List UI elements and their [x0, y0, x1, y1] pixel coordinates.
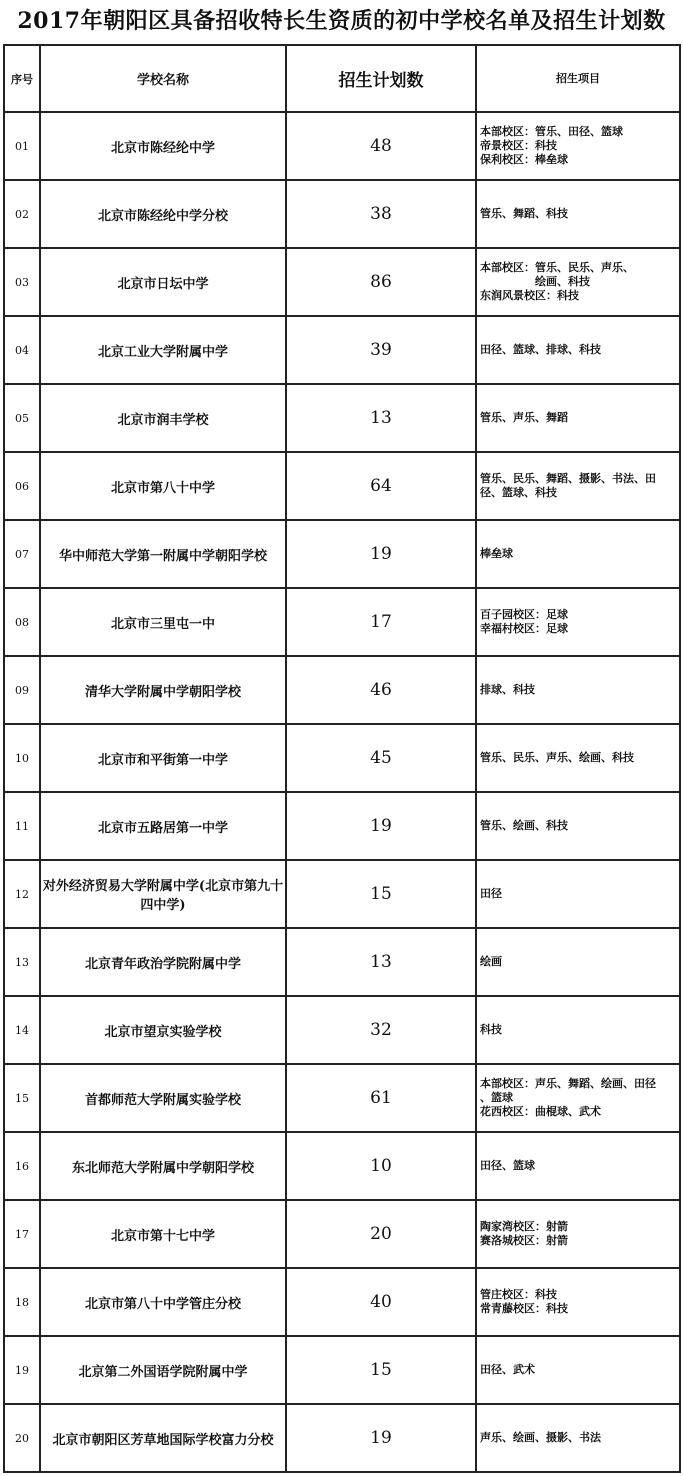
row-index: 19 — [4, 1336, 40, 1404]
row-index: 20 — [4, 1404, 40, 1472]
projects: 本部校区：声乐、舞蹈、绘画、田径 、篮球 花西校区：曲棍球、武术 — [476, 1064, 680, 1132]
plan-count: 20 — [286, 1200, 476, 1268]
projects: 陶家湾校区：射箭 赛洛城校区：射箭 — [476, 1200, 680, 1268]
school-name: 首都师范大学附属实验学校 — [40, 1064, 286, 1132]
projects: 田径、武术 — [476, 1336, 680, 1404]
table-row — [4, 1336, 680, 1404]
table-header-row — [4, 45, 680, 112]
header-plan-count: 招生计划数 — [286, 45, 476, 112]
row-index: 15 — [4, 1064, 40, 1132]
projects: 科技 — [476, 996, 680, 1064]
school-name: 华中师范大学第一附属中学朝阳学校 — [40, 520, 286, 588]
projects: 田径 — [476, 860, 680, 928]
school-name: 北京市陈经纶中学分校 — [40, 180, 286, 248]
row-index: 09 — [4, 656, 40, 724]
school-name: 北京市三里屯一中 — [40, 588, 286, 656]
header-school-name: 学校名称 — [40, 45, 286, 112]
row-index: 11 — [4, 792, 40, 860]
header-index: 序号 — [4, 45, 40, 112]
plan-count: 15 — [286, 1336, 476, 1404]
row-index: 12 — [4, 860, 40, 928]
table-row — [4, 1064, 680, 1132]
plan-count: 38 — [286, 180, 476, 248]
school-name: 北京市日坛中学 — [40, 248, 286, 316]
table-row — [4, 996, 680, 1064]
projects: 绘画 — [476, 928, 680, 996]
row-index: 08 — [4, 588, 40, 656]
projects: 声乐、绘画、摄影、书法 — [476, 1404, 680, 1472]
table-row — [4, 452, 680, 520]
projects: 田径、篮球、排球、科技 — [476, 316, 680, 384]
plan-count: 10 — [286, 1132, 476, 1200]
projects: 管乐、声乐、舞蹈 — [476, 384, 680, 452]
plan-count: 39 — [286, 316, 476, 384]
table-row — [4, 520, 680, 588]
school-name: 东北师范大学附属中学朝阳学校 — [40, 1132, 286, 1200]
school-name: 清华大学附属中学朝阳学校 — [40, 656, 286, 724]
school-name: 北京市第十七中学 — [40, 1200, 286, 1268]
plan-count: 45 — [286, 724, 476, 792]
school-name: 北京市朝阳区芳草地国际学校富力分校 — [40, 1404, 286, 1472]
table-row — [4, 180, 680, 248]
school-table — [3, 44, 681, 1473]
header-projects: 招生项目 — [476, 45, 680, 112]
school-name: 北京市陈经纶中学 — [40, 112, 286, 180]
plan-count: 19 — [286, 792, 476, 860]
row-index: 13 — [4, 928, 40, 996]
projects: 本部校区：管乐、民乐、声乐、 绘画、科技 东润风景校区：科技 — [476, 248, 680, 316]
row-index: 18 — [4, 1268, 40, 1336]
row-index: 04 — [4, 316, 40, 384]
table-row — [4, 1132, 680, 1200]
plan-count: 64 — [286, 452, 476, 520]
table-row — [4, 248, 680, 316]
projects: 管乐、民乐、舞蹈、摄影、书法、田 径、篮球、科技 — [476, 452, 680, 520]
school-name: 北京市第八十中学 — [40, 452, 286, 520]
plan-count: 86 — [286, 248, 476, 316]
row-index: 10 — [4, 724, 40, 792]
row-index: 03 — [4, 248, 40, 316]
plan-count: 32 — [286, 996, 476, 1064]
school-name: 北京市润丰学校 — [40, 384, 286, 452]
row-index: 14 — [4, 996, 40, 1064]
projects: 田径、篮球 — [476, 1132, 680, 1200]
plan-count: 46 — [286, 656, 476, 724]
plan-count: 15 — [286, 860, 476, 928]
table-row — [4, 860, 680, 928]
school-name: 对外经济贸易大学附属中学(北京市第九十四中学) — [40, 860, 286, 928]
table-row — [4, 928, 680, 996]
plan-count: 17 — [286, 588, 476, 656]
projects: 管庄校区：科技 常青藤校区：科技 — [476, 1268, 680, 1336]
row-index: 17 — [4, 1200, 40, 1268]
projects: 本部校区：管乐、田径、篮球 帝景校区：科技 保利校区：棒垒球 — [476, 112, 680, 180]
plan-count: 13 — [286, 384, 476, 452]
projects: 百子园校区：足球 幸福村校区：足球 — [476, 588, 680, 656]
table-row — [4, 1404, 680, 1472]
row-index: 07 — [4, 520, 40, 588]
row-index: 16 — [4, 1132, 40, 1200]
school-name: 北京市第八十中学管庄分校 — [40, 1268, 286, 1336]
plan-count: 48 — [286, 112, 476, 180]
plan-count: 19 — [286, 1404, 476, 1472]
table-row — [4, 792, 680, 860]
school-name: 北京市望京实验学校 — [40, 996, 286, 1064]
school-name: 北京青年政治学院附属中学 — [40, 928, 286, 996]
row-index: 02 — [4, 180, 40, 248]
row-index: 01 — [4, 112, 40, 180]
projects: 管乐、绘画、科技 — [476, 792, 680, 860]
plan-count: 61 — [286, 1064, 476, 1132]
table-row — [4, 724, 680, 792]
school-name: 北京市和平街第一中学 — [40, 724, 286, 792]
table-row — [4, 384, 680, 452]
projects: 管乐、民乐、声乐、绘画、科技 — [476, 724, 680, 792]
table-row — [4, 588, 680, 656]
school-name: 北京工业大学附属中学 — [40, 316, 286, 384]
projects: 管乐、舞蹈、科技 — [476, 180, 680, 248]
page-title: 2017年朝阳区具备招收特长生资质的初中学校名单及招生计划数 — [17, 8, 666, 34]
plan-count: 13 — [286, 928, 476, 996]
projects: 棒垒球 — [476, 520, 680, 588]
table-row — [4, 316, 680, 384]
school-name: 北京第二外国语学院附属中学 — [40, 1336, 286, 1404]
table-row — [4, 656, 680, 724]
plan-count: 19 — [286, 520, 476, 588]
plan-count: 40 — [286, 1268, 476, 1336]
projects: 排球、科技 — [476, 656, 680, 724]
row-index: 06 — [4, 452, 40, 520]
table-row — [4, 1268, 680, 1336]
school-name: 北京市五路居第一中学 — [40, 792, 286, 860]
table-row — [4, 1200, 680, 1268]
table-row — [4, 112, 680, 180]
row-index: 05 — [4, 384, 40, 452]
